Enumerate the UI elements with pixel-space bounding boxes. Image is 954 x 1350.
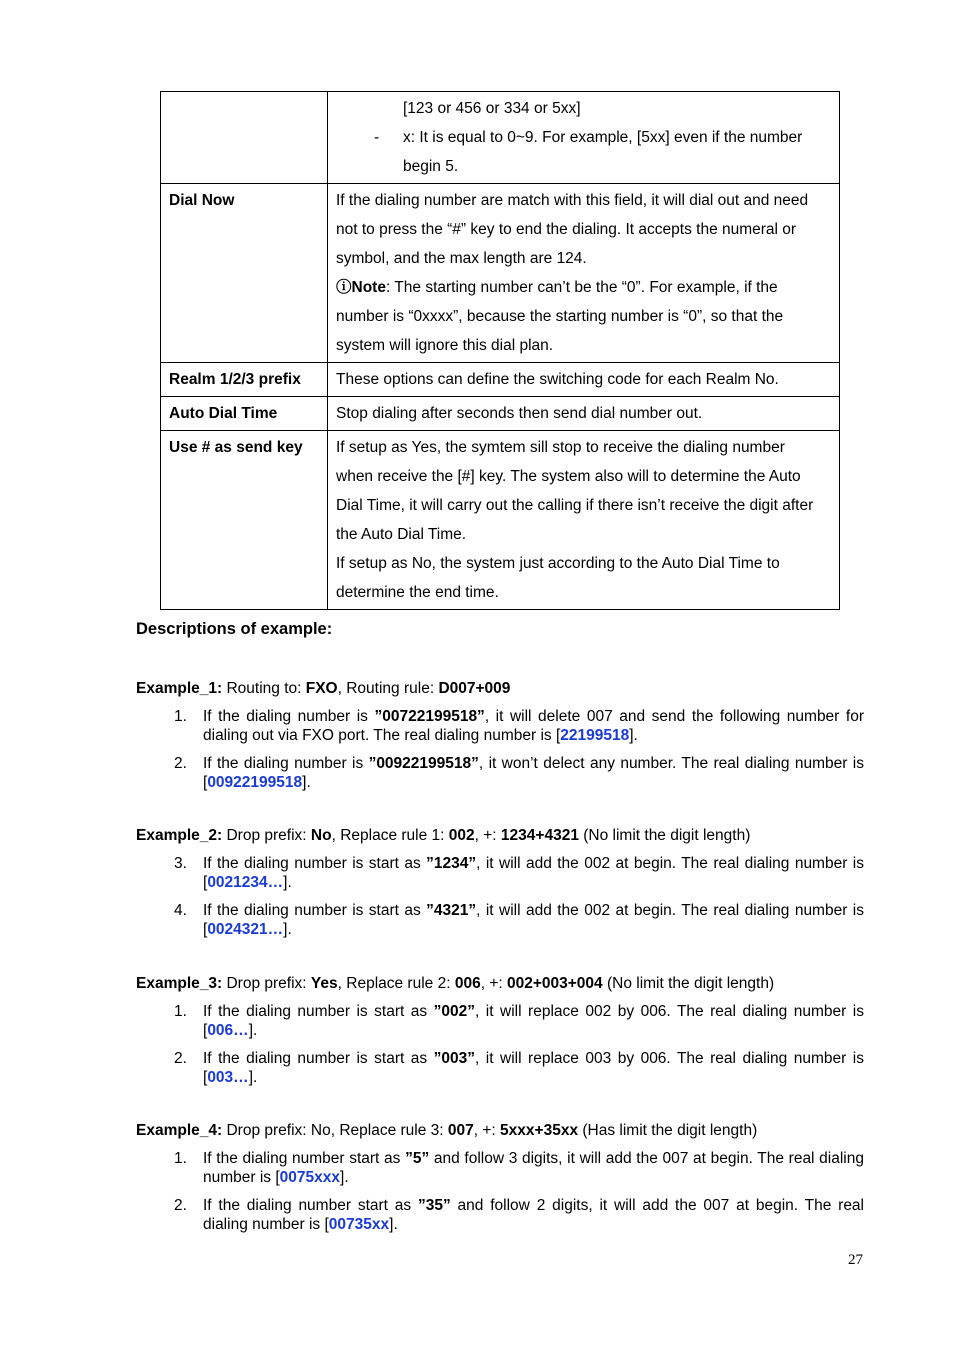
- description-line: [336, 331, 831, 360]
- example-list: [136, 707, 864, 792]
- text-run: If the dialing number is: [203, 708, 375, 725]
- list-item: [136, 1196, 864, 1234]
- description-line: [336, 302, 831, 331]
- description-line: [336, 152, 831, 181]
- descriptions-heading: Descriptions of example:: [136, 620, 333, 638]
- text-run: , it will replace 003 by 006. The real dialing number is [: [203, 1050, 864, 1086]
- text-run: If the dialing number is start as: [203, 1050, 434, 1067]
- text-run: , it will delete 007 and send the following number for dialing out via FXO port. The real dialing number is [: [203, 708, 864, 744]
- line-text: system will ignore this dial plan.: [336, 337, 554, 354]
- description-line: [336, 273, 831, 302]
- table-row: [161, 431, 840, 610]
- bold-text: ”35”: [417, 1197, 451, 1214]
- text-run: If the dialing number is start as: [203, 902, 427, 919]
- bold-text: 002+003+004: [506, 975, 603, 992]
- item-number: 3.: [174, 855, 187, 872]
- bold-text: 5xxx+35xx: [500, 1122, 579, 1139]
- bold-text: ”5”: [405, 1150, 430, 1167]
- text-run: If the dialing number start as: [203, 1150, 406, 1167]
- description-line: [336, 94, 831, 123]
- example-list: [136, 1002, 864, 1087]
- text-run: (Has limit the digit length): [578, 1122, 758, 1139]
- line-text: symbol, and the max length are 124.: [336, 250, 587, 267]
- example-list: [136, 1149, 864, 1234]
- description-line: [336, 399, 831, 428]
- text-run: , Replace rule 1:: [331, 827, 449, 844]
- text-run: If the dialing number is: [203, 755, 369, 772]
- example-heading: [136, 974, 864, 994]
- bold-text: ”00722199518”: [374, 708, 485, 725]
- text-run: , Routing rule:: [337, 680, 439, 697]
- example-heading: [136, 1121, 864, 1141]
- description-line: [336, 549, 831, 578]
- info-icon: ⓘ: [336, 279, 352, 296]
- description-line: [336, 123, 831, 152]
- text-run: , it will add the 002 at begin. The real dialing number is [: [203, 902, 864, 938]
- description-line: [336, 462, 831, 491]
- bold-text: 006: [454, 975, 481, 992]
- row-description: [328, 184, 840, 363]
- list-item: [136, 1149, 864, 1187]
- line-text: determine the end time.: [336, 584, 499, 601]
- real-dial-number: 006…: [207, 1022, 249, 1039]
- table-row: [161, 92, 840, 184]
- text-run: , it will add the 002 at begin. The real dialing number is [: [203, 855, 864, 891]
- bold-text: 1234+4321: [500, 827, 579, 844]
- real-dial-number: 0075xxx: [279, 1169, 341, 1186]
- line-text: : The starting number can’t be the “0”. For example, if the: [385, 279, 778, 296]
- list-item: [136, 854, 864, 892]
- list-item: [136, 754, 864, 792]
- item-number: 1.: [174, 1150, 187, 1167]
- list-item: [136, 1049, 864, 1087]
- text-run: ].: [248, 1022, 258, 1039]
- bold-text: Example_3:: [136, 975, 223, 992]
- row-description: [328, 431, 840, 610]
- real-dial-number: 0021234…: [207, 874, 284, 891]
- row-description: [328, 363, 840, 397]
- description-line: [336, 578, 831, 607]
- line-text: These options can define the switching code for each Realm No.: [336, 371, 779, 388]
- bold-text: ”00922199518”: [368, 755, 479, 772]
- table-row: [161, 184, 840, 363]
- note-label: Note: [351, 279, 386, 296]
- text-run: If the dialing number is start as: [203, 1003, 434, 1020]
- text-run: If the dialing number is start as: [203, 855, 427, 872]
- table-row: [161, 397, 840, 431]
- item-number: 4.: [174, 902, 187, 919]
- line-text: If setup as No, the system just according to the Auto Dial Time to: [336, 555, 780, 572]
- example-list: [136, 854, 864, 939]
- item-number: 2.: [174, 755, 187, 772]
- bullet-dash: -: [374, 129, 380, 146]
- real-dial-number: 00922199518: [207, 774, 303, 791]
- list-item: [136, 1002, 864, 1040]
- spec-table: [160, 91, 840, 610]
- example-block: [136, 1121, 864, 1243]
- line-text: the Auto Dial Time.: [336, 526, 467, 543]
- text-run: ].: [248, 1069, 258, 1086]
- bold-text: ”003”: [433, 1050, 476, 1067]
- line-text: not to press the “#” key to end the dialing. It accepts the numeral or: [336, 221, 797, 238]
- text-run: , +:: [474, 827, 501, 844]
- line-text: x: It is equal to 0~9. For example, [5xx] even if the number: [403, 129, 803, 146]
- description-line: [336, 244, 831, 273]
- text-run: ].: [340, 1169, 349, 1186]
- list-item: [136, 901, 864, 939]
- bold-text: D007+009: [438, 680, 511, 697]
- bold-text: ”4321”: [426, 902, 477, 919]
- example-block: [136, 974, 864, 1096]
- text-run: If the dialing number start as: [203, 1197, 418, 1214]
- text-run: ].: [283, 921, 292, 938]
- line-text: [123 or 456 or 334 or 5xx]: [403, 100, 581, 117]
- text-run: (No limit the digit length): [578, 827, 751, 844]
- description-line: [336, 186, 831, 215]
- item-number: 2.: [174, 1197, 187, 1214]
- bold-text: 007: [447, 1122, 474, 1139]
- row-description: [328, 92, 840, 184]
- text-run: ].: [302, 774, 311, 791]
- text-run: Drop prefix:: [222, 975, 311, 992]
- bold-text: FXO: [305, 680, 338, 697]
- list-item: [136, 707, 864, 745]
- bold-text: ”002”: [433, 1003, 476, 1020]
- row-key: Auto Dial Time: [161, 397, 328, 431]
- text-run: and follow 2 digits, it will add the 007 at begin. The real dialing number is [: [203, 1197, 864, 1233]
- row-key: Realm 1/2/3 prefix: [161, 363, 328, 397]
- description-line: [336, 215, 831, 244]
- text-run: and follow 3 digits, it will add the 007 at begin. The real dialing number is [: [203, 1150, 864, 1186]
- item-number: 1.: [174, 1003, 187, 1020]
- row-key: Dial Now: [161, 184, 328, 363]
- line-text: Stop dialing after seconds then send dial number out.: [336, 405, 703, 422]
- line-text: number is “0xxxx”, because the starting number is “0”, so that the: [336, 308, 784, 325]
- bold-text: Example_1:: [136, 680, 223, 697]
- text-run: Drop prefix:: [222, 827, 311, 844]
- description-line: [336, 520, 831, 549]
- real-dial-number: 22199518: [560, 727, 630, 744]
- example-block: [136, 679, 864, 801]
- text-run: Drop prefix: No, Replace rule 3:: [222, 1122, 448, 1139]
- text-run: , it won’t delect any number. The real dialing number is [: [203, 755, 864, 791]
- text-run: (No limit the digit length): [602, 975, 775, 992]
- example-heading: [136, 679, 864, 699]
- line-text: If the dialing number are match with this field, it will dial out and need: [336, 192, 809, 209]
- line-text: begin 5.: [403, 158, 459, 175]
- text-run: ].: [283, 874, 292, 891]
- real-dial-number: 003…: [207, 1069, 249, 1086]
- text-run: Routing to:: [222, 680, 306, 697]
- bold-text: Yes: [310, 975, 338, 992]
- text-run: ].: [389, 1216, 398, 1233]
- text-run: , +:: [473, 1122, 501, 1139]
- description-line: [336, 365, 831, 394]
- row-description: [328, 397, 840, 431]
- example-heading: [136, 826, 864, 846]
- line-text: Dial Time, it will carry out the calling if there isn’t receive the digit after: [336, 497, 814, 514]
- bold-text: Example_4:: [136, 1122, 223, 1139]
- real-dial-number: 00735xx: [328, 1216, 390, 1233]
- table-row: [161, 363, 840, 397]
- text-run: , +:: [480, 975, 507, 992]
- bold-text: Example_2:: [136, 827, 223, 844]
- bold-text: No: [310, 827, 332, 844]
- description-line: [336, 491, 831, 520]
- text-run: , Replace rule 2:: [337, 975, 455, 992]
- item-number: 2.: [174, 1050, 187, 1067]
- bold-text: ”1234”: [426, 855, 477, 872]
- bold-text: 002: [448, 827, 475, 844]
- item-number: 1.: [174, 708, 187, 725]
- example-block: [136, 826, 864, 948]
- text-run: , it will replace 002 by 006. The real dialing number is [: [203, 1003, 864, 1039]
- text-run: ].: [629, 727, 638, 744]
- page-number: 27: [848, 1252, 863, 1268]
- row-key: Use # as send key: [161, 431, 328, 610]
- line-text: If setup as Yes, the symtem sill stop to receive the dialing number: [336, 439, 785, 456]
- line-text: when receive the [#] key. The system also will to determine the Auto: [336, 468, 801, 485]
- description-line: [336, 433, 831, 462]
- row-key: [161, 92, 328, 184]
- real-dial-number: 0024321…: [207, 921, 284, 938]
